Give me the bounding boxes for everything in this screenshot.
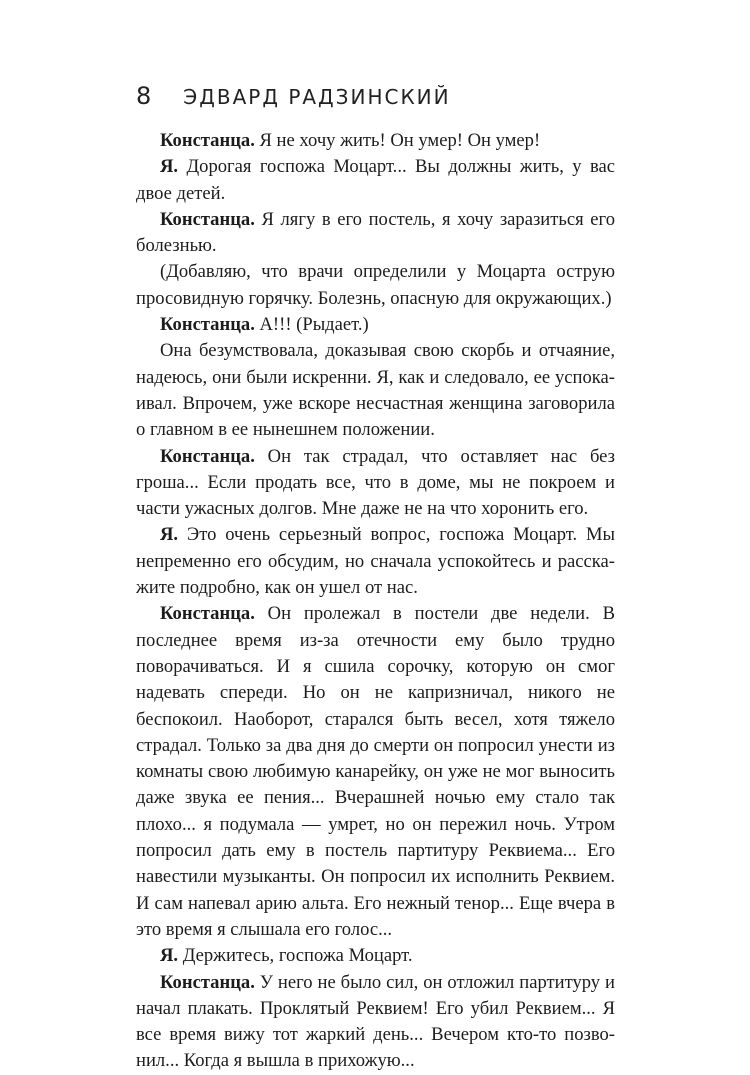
dialogue-text: Держитесь, госпожа Моцарт. (178, 945, 413, 967)
dialogue-text: Он так страдал, что оставляет нас без гроша... Если продать все, что в доме, мы не покроем и части ужасных долгов. Мне даже не на что хоронить его. (136, 445, 615, 520)
speaker-name: Констанца. (160, 603, 255, 625)
speaker-name: Констанца. (160, 130, 255, 151)
paragraph (136, 312, 615, 338)
paragraph (136, 943, 615, 969)
speaker-name: Констанца. (160, 445, 255, 467)
dialogue-text: Я не хочу жить! Он умер! Он умер! (254, 130, 541, 151)
paragraph (136, 128, 615, 154)
dialogue-text: Он пролежал в постели две недели. В последнее время из-за отечности ему было трудно поворачиваться. И я сшила сорочку, которую он смог надевать спереди. Но он не капризничал, никого не беспокоил. Наоборот, старался быть весел, хотя тяжело страдал. Только за два дня до смерти он попросил унести из комнаты свою любимую канарейку, он уже не мог выносить даже звука ее пения... Вчерашней ночью ему стало так плохо... я подумала — умрет, но он пережил ночь. Утром попросил дать ему в постель партитуру Реквиема... Его навестили музыканты. Он попросил их исполнить Реквием. И сам напевал арию альта. Его нежный тенор... Еще вчера в это время я слышала его голос... (136, 603, 615, 940)
paragraph (136, 601, 615, 943)
speaker-name: Я. (160, 524, 179, 546)
speaker-name: Констанца. (160, 208, 255, 230)
speaker-name: Констанца. (160, 314, 255, 336)
narration-text: Она безумствовала, доказывая свою скорбь и отчаяние, надеюсь, они были искренни. Я, как и следовало, ее успокаивал. Впрочем, уже вскоре несчастная женщина заговорила о главном в ее нынешнем положении. (136, 340, 615, 441)
book-author: ЭДВАРД РАДЗИНСКИЙ (183, 85, 451, 109)
page-number: 8 (136, 82, 152, 110)
narration-text: (Добавляю, что врачи определили у Моцарта острую просовидную горячку. Болезнь, опасную для окружающих.) (136, 261, 615, 309)
paragraph (136, 207, 615, 260)
paragraph (136, 338, 615, 443)
body-text (136, 128, 615, 1075)
speaker-name: Констанца. (160, 971, 255, 993)
dialogue-text: Я лягу в его постель, я хочу заразиться его болезнью. (136, 208, 615, 257)
paragraph (136, 970, 615, 1075)
paragraph (136, 522, 615, 601)
dialogue-text: Это очень серьезный вопрос, госпожа Моцарт. Мы непременно его обсудим, но сначала успокойтесь и расскажите подробно, как он ушел от нас. (136, 524, 615, 599)
speaker-name: Я. (160, 945, 179, 967)
paragraph (136, 259, 615, 312)
dialogue-text: А!!! (Рыдает.) (254, 314, 369, 336)
running-head (136, 82, 616, 112)
paragraph (136, 154, 615, 207)
dialogue-text: Дорогая госпожа Моцарт... Вы должны жить, у вас двое детей. (136, 156, 615, 204)
dialogue-text: У него не было сил, он отложил партитуру и начал плакать. Проклятый Реквием! Его убил Реквием... Я все время вижу тот жаркий день... Вечером кто-то позвонил... Когда я вышла в прихожую... (136, 971, 615, 1072)
speaker-name: Я. (160, 156, 179, 178)
paragraph (136, 444, 615, 523)
